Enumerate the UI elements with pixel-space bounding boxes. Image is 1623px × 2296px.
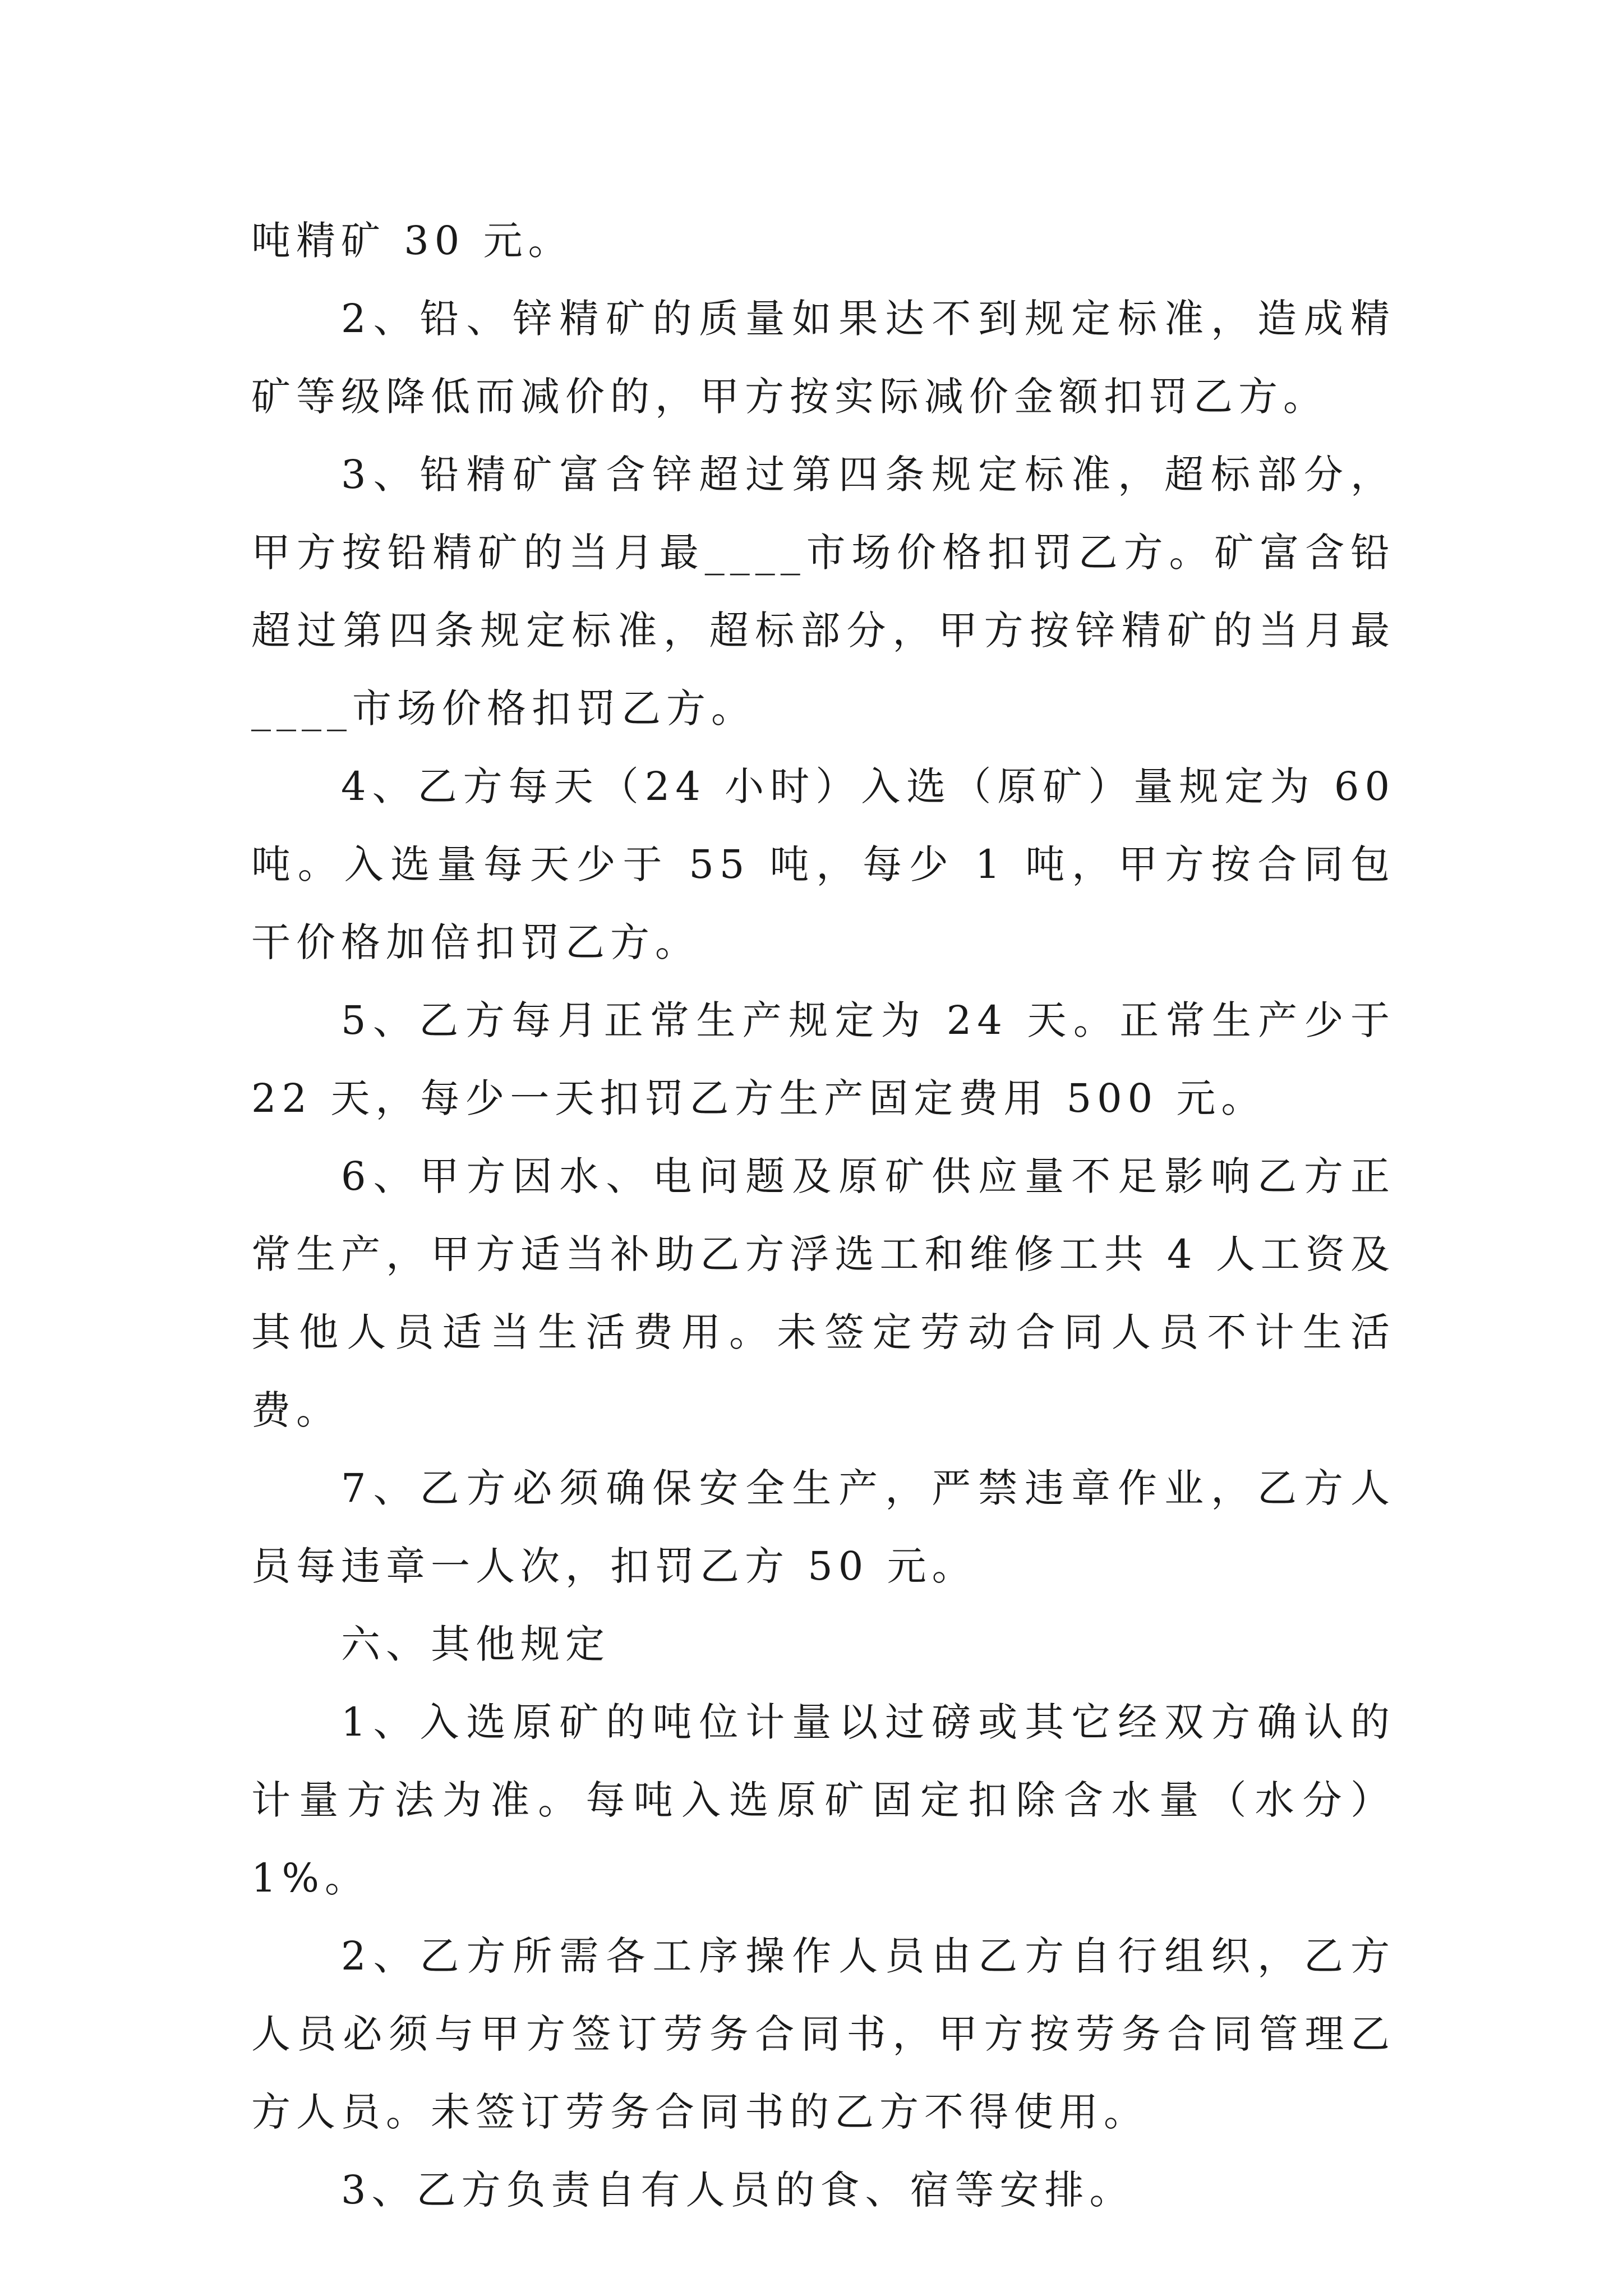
paragraph-other-1: 1、入选原矿的吨位计量以过磅或其它经双方确认的计量方法为准。每吨入选原矿固定扣除含水量（水分）1%。: [251, 1699, 1395, 1901]
section-heading-other-provisions: 六、其他规定: [341, 1621, 610, 1667]
paragraph-clause-6: 6、甲方因水、电问题及原矿供应量不足影响乙方正常生产，甲方适当补助乙方浮选工和维修工共 4 人工资及其他人员适当生活费用。未签定劳动合同人员不计生活费。: [251, 1153, 1395, 1433]
paragraph-clause-4: 4、乙方每天（24 小时）入选（原矿）量规定为 60 吨。入选量每天少于 55 吨，每少 1 吨，甲方按合同包干价格加倍扣罚乙方。: [251, 763, 1395, 965]
paragraph-clause-3: 3、铅精矿富含锌超过第四条规定标准，超标部分，甲方按铅精矿的当月最____市场价格扣罚乙方。矿富含铅超过第四条规定标准，超标部分，甲方按锌精矿的当月最____市场价格扣罚乙方。: [251, 452, 1395, 731]
paragraph-other-3: 3、乙方负责自有人员的食、宿等安排。: [341, 2167, 1135, 2213]
paragraph-other-2: 2、乙方所需各工序操作人员由乙方自行组织，乙方人员必须与甲方签订劳务合同书，甲方按劳务合同管理乙方人员。未签订劳务合同书的乙方不得使用。: [251, 1933, 1395, 2135]
paragraph-continuation: 吨精矿 30 元。: [251, 218, 573, 264]
paragraph-clause-5: 5、乙方每月正常生产规定为 24 天。正常生产少于 22 天，每少一天扣罚乙方生产固定费用 500 元。: [251, 997, 1395, 1121]
paragraph-clause-2: 2、铅、锌精矿的质量如果达不到规定标准，造成精矿等级降低而减价的，甲方按实际减价金额扣罚乙方。: [251, 296, 1395, 420]
document-body: [251, 202, 1395, 2229]
paragraph-clause-7: 7、乙方必须确保安全生产，严禁违章作业，乙方人员每违章一人次，扣罚乙方 50 元。: [251, 1465, 1395, 1589]
